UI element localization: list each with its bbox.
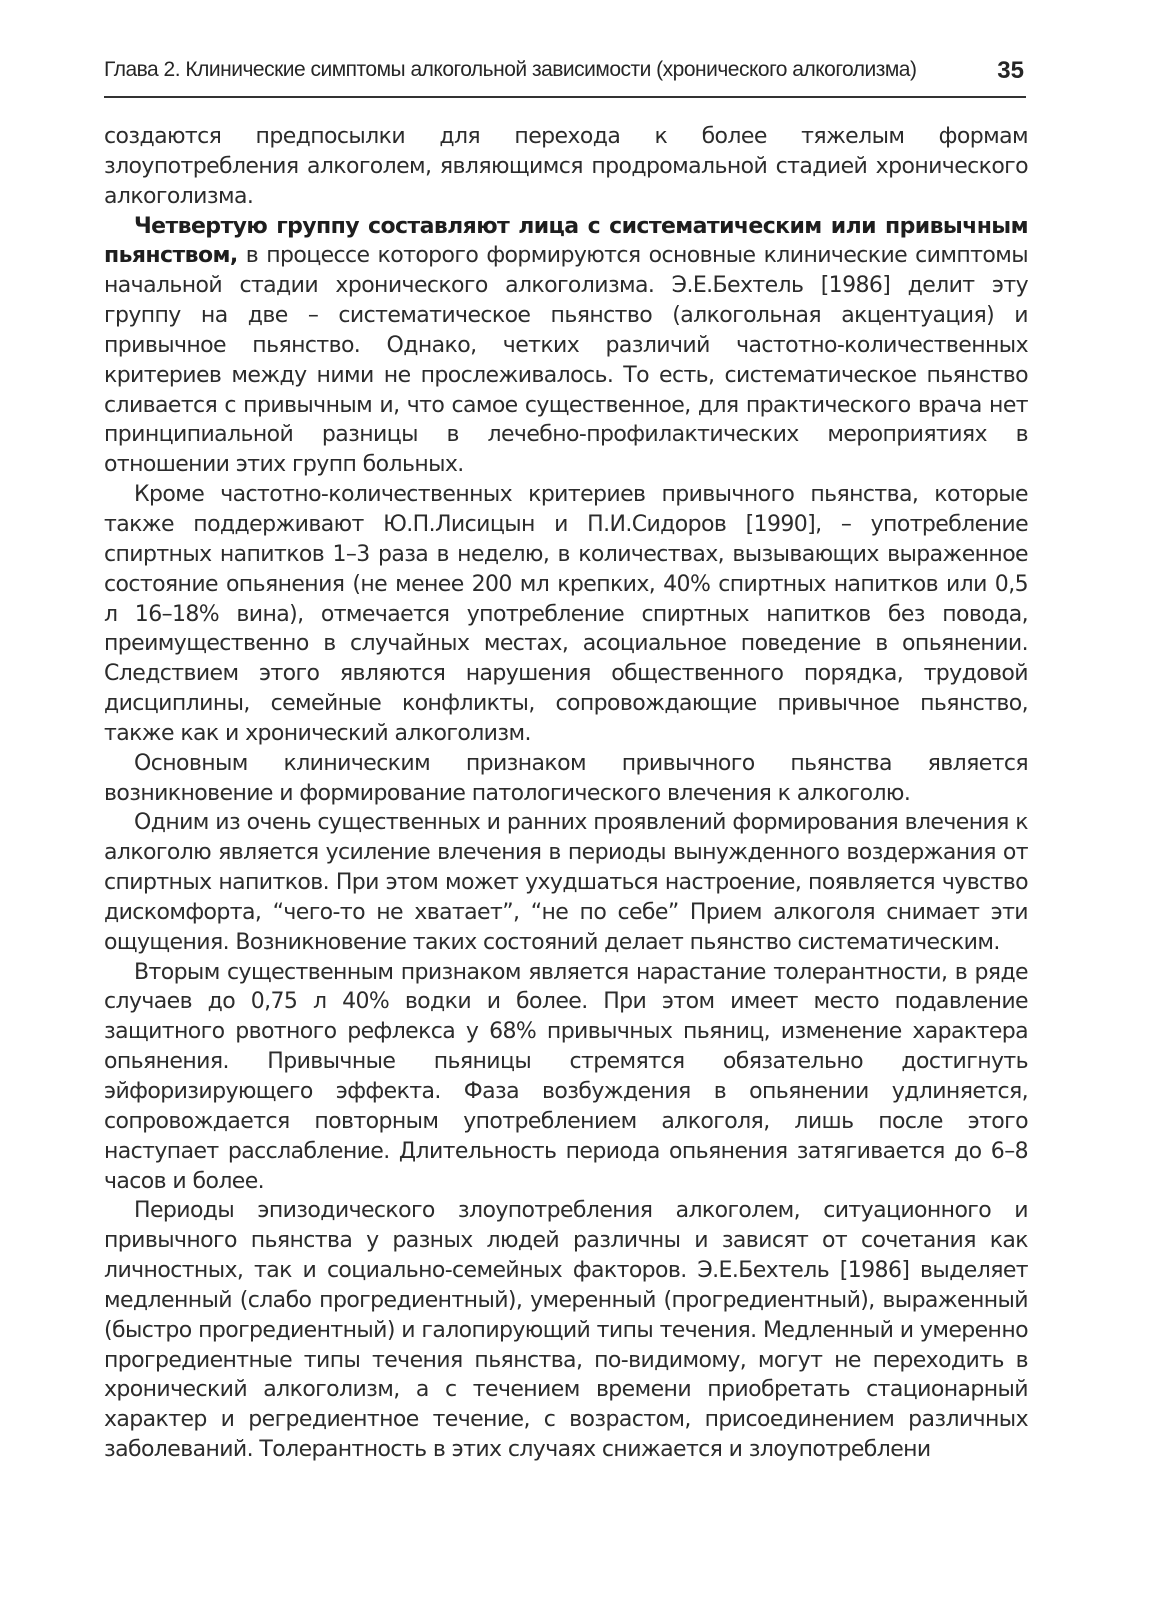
paragraph-3-text: Кроме частотно-количественных критериев привычного пьянства, которые также поддерживают Ю.П.Лисицын и П.И.Сидоров [1990], – употребление спиртных напитков 1–3 раза в неделю, в количествах, вызывающих выраженное состояние опьянения (не менее 200 мл крепких, 40% спиртных напитков или 0,5 л 16–18% вина), отмечается употребление спиртных напитков без повода, преимущественно в случайных местах, асоциальное поведение в опьянении. Следствием этого являются нарушения общественного порядка, трудовой дисциплины, семейные конфликты, сопровождающие привычное пьянство, также как и хронический алкоголизм. <box>104 482 1028 746</box>
paragraph-7-text: Периоды эпизодического злоупотребления алкоголем, ситуационного и привычного пьянства у разных людей различны и зависят от сочетания как личностных, так и социально-семейных факторов. Э.Е.Бехтель [1986] выделяет медленный (слабо прогредиентный), умеренный (прогредиентный), выраженный (быстро прогредиентный) и галопирующий типы течения. Медленный и умеренно прогредиентные типы течения пьянства, по-видимому, могут не переходить в хронический алкоголизм, а с течением времени приобретать стационарный характер и регредиентное течение, с возрастом, присоединением различных заболеваний. Толерантность в этих случаях снижается и злоупотреблени <box>104 1198 1028 1463</box>
paragraph-1 <box>104 122 1028 212</box>
page-number: 35 <box>997 57 1024 84</box>
running-head <box>104 58 1026 88</box>
paragraph-7 <box>104 1196 1028 1465</box>
paragraph-4 <box>104 749 1028 809</box>
chapter-title: Глава 2. Клинические симптомы алкогольной зависимости (хронического алкоголизма) <box>104 58 917 81</box>
paragraph-1-text: создаются предпосылки для перехода к более тяжелым формам злоупотребления алкоголем, являющимся продромальной стадией хронического алкоголизма. <box>104 124 1028 209</box>
paragraph-2-bold-lead: Четвертую группу составляют лица с систематическим или привычным пьянством, <box>104 213 1028 269</box>
header-divider <box>104 96 1026 98</box>
paragraph-5-text: Одним из очень существенных и ранних проявлений формирования влечения к алкоголю является усиление влечения в периоды вынужденного воздержания от спиртных напитков. При этом может ухудшаться настроение, появляется чувство дискомфорта, “чего-то не хватает”, “не по себе” Прием алкоголя снимает эти ощущения. Возникновение таких состояний делает пьянство систематическим. <box>104 810 1028 955</box>
paragraph-6 <box>104 958 1028 1197</box>
paragraph-2-text: в процессе которого формируются основные клинические симптомы начальной стадии хронического алкоголизма. Э.Е.Бехтель [1986] делит эту группу на две – систематическое пьянство (алкогольная акцентуация) и привычное пьянство. Однако, четких различий частотно-количественных критериев между ними не прослеживалось. То есть, систематическое пьянство сливается с привычным и, что самое существенное, для практического врача нет принципиальной разницы в лечебно-профилактических мероприятиях в отношении этих групп больных. <box>104 243 1028 478</box>
paragraph-6-text: Вторым существенным признаком является нарастание толерантности, в ряде случаев до 0,75 л 40% водки и более. При этом имеет место подавление защитного рвотного рефлекса у 68% привычных пьяниц, изменение характера опьянения. Привычные пьяницы стремятся обязательно достигнуть эйфоризирующего эффекта. Фаза возбуждения в опьянении удлиняется, сопровождается повторным употреблением алкоголя, лишь после этого наступает расслабление. Длительность периода опьянения затягивается до 6–8 часов и более. <box>104 959 1028 1194</box>
body-text <box>104 122 1028 1465</box>
paragraph-4-text: Основным клиническим признаком привычного пьянства является возникновение и формирование патологического влечения к алкоголю. <box>104 750 1028 806</box>
paragraph-5 <box>104 808 1028 957</box>
paragraph-2 <box>104 212 1028 481</box>
paragraph-3 <box>104 480 1028 749</box>
